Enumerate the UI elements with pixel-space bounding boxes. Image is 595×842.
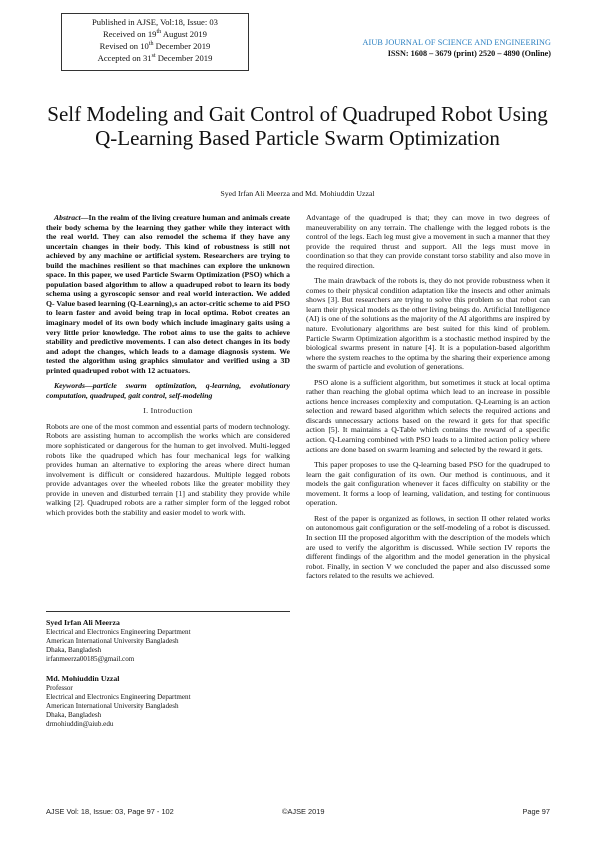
footer-copyright: ©AJSE 2019 <box>282 807 325 816</box>
footer-citation: AJSE Vol: 18, Issue: 03, Page 97 - 102 <box>46 807 174 816</box>
author-block-2 <box>46 674 290 729</box>
body-paragraph: Rest of the paper is organized as follows, in section II other related works on autonomous gait configuration or the self-modeling of a robot is discussed. In section III the proposed algorithm with the description of the models which are used to verify the algorithm is discussed. While section IV reports the different findings of the algorithm and the model generation in the physical robot. Finally, in section V we concluded the paper and also discussed some factors related to the results we achieved. <box>306 513 550 581</box>
body-paragraph: The main drawback of the robots is, they do not provide robustness when it comes to their physical condition adaptation like the insects and other animals shows [3]. But researchers are trying to solve this problem so that robot can learn their physical models as the other living beings do. Artificial Intelligence (AI) is one of the solutions as the majority of the AI algorithms are inspired by nature. Evolutionary algorithms are best suited for this kind of problem. Particle Swarm Optimization algorithm is a stochastic method inspired by the biological swarms present in nature [4]. It is a population-based algorithm where the system reaches to the optima by the sharing their experience among the swarm of particle and evolution of generations. <box>306 276 550 372</box>
paper-authors: Syed Irfan Ali Meerza and Md. Mohiuddin Uzzal <box>220 189 375 198</box>
author-name: Md. Mohiuddin Uzzal <box>46 674 120 683</box>
author-line: Professor <box>46 684 73 692</box>
section-heading-introduction: I. Introduction <box>143 406 193 416</box>
author-line: Electrical and Electronics Engineering Department <box>46 693 191 701</box>
right-column <box>306 213 550 587</box>
author-line: Dhaka, Bangladesh <box>46 646 102 654</box>
received-date: Received on 19th August 2019 <box>103 29 207 39</box>
accepted-date: Accepted on 31st December 2019 <box>97 53 213 63</box>
author-affiliations <box>46 611 290 739</box>
left-column <box>46 213 290 523</box>
footer-page-number: Page 97 <box>522 807 550 816</box>
body-paragraph: Advantage of the quadruped is that; they can move in two degrees of maneuverability on any terrain. The challenge with the legged robots is the control of the legs. Each leg must give a movement in such a manner that they provide the required thrust and support. All the legs must move in coordination so that they can provide constant torso stability and also move in the required direction. <box>306 213 550 270</box>
journal-issn: ISSN: 1608 – 3679 (print) 2520 – 4890 (Online) <box>387 49 551 58</box>
author-line: Dhaka, Bangladesh <box>46 711 102 719</box>
publication-info-box <box>61 13 249 71</box>
author-line: American International University Bangladesh <box>46 702 179 710</box>
abstract-label: Abstract— <box>54 213 89 222</box>
paper-title: Self Modeling and Gait Control of Quadruped Robot Using Q-Learning Based Particle Swarm Optimization <box>47 102 548 150</box>
author-name: Syed Irfan Ali Meerza <box>46 618 120 627</box>
author-email[interactable]: irfanmeerza00185@gmail.com <box>46 655 135 663</box>
body-paragraph: This paper proposes to use the Q-learning based PSO for the quadruped to learn the gait configuration of its own. Our method is continuous, and it models the gait configuration whenever it faces difficulty on stability or the movement. It forms a loop of learning, validation, and testing for continuous operation. <box>306 460 550 508</box>
abstract-text: In the realm of the living creature human and animals create their body schema by the learning they gather while they interact with the real world. They can also remodel the schema if they have any uncertain changes in their body. This kind of robustness is still not achieved by any machine or artificial system. Researchers are trying to build the machines resilient so that machines can explore the unknown space. In this paper, we used Particle Swarm Optimization (PSO) which a population based algorithm to allow a quadruped robot to learn its body schema using a gyroscopic sensor and real world interaction. We added Q- Value based learning (Q-Learning)‚s an actor-critic scheme to aid PSO to learn faster and avoid being trap in local optima. Robot creates an imaginary model of its own body which include imaginary gaits using a very little prior knowledge. The robot aims to use the gaits to achieve stability and predictive movements. I can also detect changes in its body and adopt the changes, which leads to a damage diagnosis system. We tested the algorithm using graphics simulator and verified using a 3D printed quadruped robot with 12 actuators. <box>46 213 290 375</box>
abstract <box>46 213 290 375</box>
publication-line: Published in AJSE, Vol:18, Issue: 03 <box>92 17 218 27</box>
keywords-text: particle swarm optimization, q-learning, evolutionary computation, quadruped, gait control, self-modeling <box>46 381 290 400</box>
author-line: Electrical and Electronics Engineering Department <box>46 628 191 636</box>
journal-name: AIUB JOURNAL OF SCIENCE AND ENGINEERING <box>362 38 551 47</box>
journal-header <box>363 37 552 59</box>
author-line: American International University Bangladesh <box>46 637 179 645</box>
revised-date: Revised on 10th December 2019 <box>99 41 211 51</box>
author-block-1 <box>46 618 290 664</box>
author-email[interactable]: drmohiuddin@aiub.edu <box>46 720 114 728</box>
intro-paragraph: Robots are one of the most common and essential parts of modern technology. Robots are assisting human to accomplish the works which are considered more sophisticated or dangerous for the human to get involved. Multi-legged robots like the quadruped which has four mechanical legs for walking provides human an alternative to exploring the areas where direct human involvement is difficult or considered hazardous. Multiple legged robots provide advantages over the wheeled robots like the greater mobility they provide in uneven and disturbed terrain [1] and stability they provide while walking [2]. Quadruped robots are a rather simpler form of the legged robot which provides both the stability and easier model to work with. <box>46 421 290 517</box>
keywords-label: Keywords— <box>54 381 93 391</box>
keywords <box>46 381 290 400</box>
body-paragraph: PSO alone is a sufficient algorithm, but sometimes it stuck at local optima rather than reaching the global optima which lead to an increase in possible actions hence increases complexity and computation. Q-Learning is an action selection and reward based algorithm which selects the required actions and discards unnecessary actions based on the reward it gets for that specific action [5]. It maintains a Q-Table which contains the reward of a specific action. Q-Learning combined with PSO leads to a limited action policy where actions are done based on swarm learning and selected by the reward it gets. <box>306 377 550 454</box>
